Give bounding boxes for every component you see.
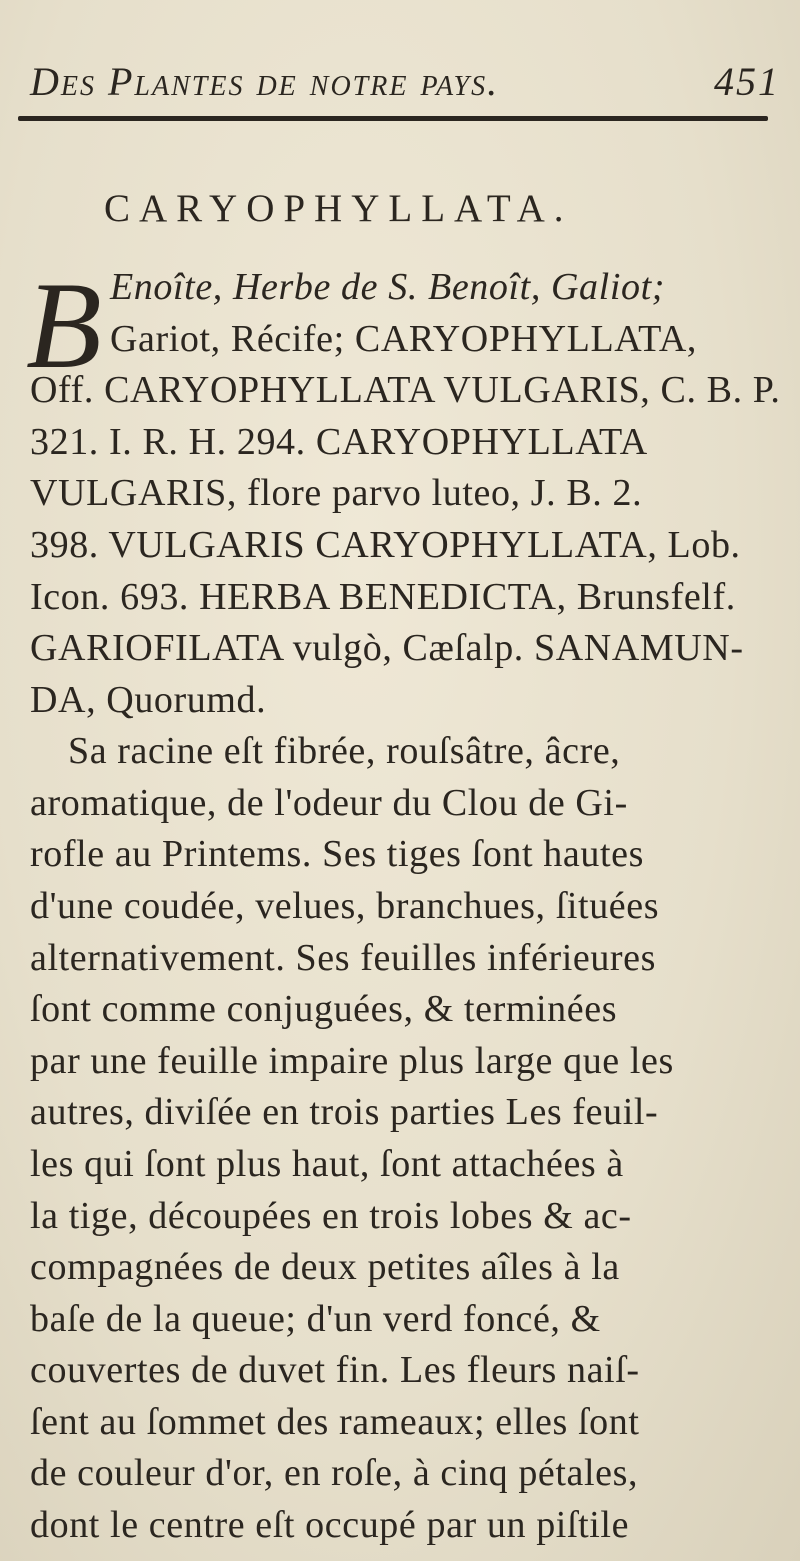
text-line: GARIOFILATA vulgò, Cæſalp. SANAMUN- — [30, 627, 744, 669]
text-line: 398. VULGARIS CARYOPHYLLATA, Lob. — [30, 524, 741, 566]
text-line: VULGARIS, flore parvo luteo, J. B. 2. — [30, 472, 643, 514]
text-line: par une feuille impaire plus large que les — [30, 1040, 674, 1082]
text-line: Gariot, Récife; CARYOPHYLLATA, — [110, 318, 697, 360]
text-line: couvertes de duvet fin. Les fleurs naiſ- — [30, 1349, 640, 1391]
section-title: CARYOPHYLLATA. — [104, 187, 573, 230]
text-line: d'une coudée, velues, branchues, ſituées — [30, 885, 660, 927]
running-head — [30, 58, 780, 118]
text-line: rofle au Printems. Ses tiges ſont hautes — [30, 833, 644, 875]
text-line: DA, Quorumd. — [30, 679, 267, 721]
text-line: baſe de la queue; d'un verd foncé, & — [30, 1298, 601, 1340]
text-line: dont le centre eſt occupé par un piſtile — [30, 1504, 630, 1546]
text-line: autres, diviſée en trois parties Les feuil- — [30, 1091, 659, 1133]
text-line: alternativement. Ses feuilles inférieures — [30, 937, 657, 979]
text-line: 321. I. R. H. 294. CARYOPHYLLATA — [30, 421, 648, 463]
running-head-title: Des Plantes de notre pays. — [30, 59, 500, 104]
text-line: compagnées de deux petites aîles à la — [30, 1246, 620, 1288]
text-line: ſont comme conjuguées, & terminées — [30, 988, 618, 1030]
text-line: Enoîte, Herbe de S. Benoît, Galiot; — [110, 266, 665, 308]
text-line: aromatique, de l'odeur du Clou de Gi- — [30, 782, 628, 824]
text-line: ſent au ſommet des rameaux; elles ſont — [30, 1401, 640, 1443]
text-line: les qui ſont plus haut, ſont attachées à — [30, 1143, 624, 1185]
text-line: Off. CARYOPHYLLATA VULGARIS, C. B. P. — [30, 369, 781, 411]
text-line: de couleur d'or, en roſe, à cinq pétales, — [30, 1452, 639, 1494]
text-line: Sa racine eſt fibrée, rouſsâtre, âcre, — [68, 730, 621, 772]
text-line: la tige, découpées en trois lobes & ac- — [30, 1195, 632, 1237]
header-rule — [18, 116, 768, 121]
text-line: Icon. 693. HERBA BENEDICTA, Brunsfelf. — [30, 576, 736, 618]
drop-capital: B — [26, 257, 102, 394]
page-number: 451 — [714, 59, 780, 104]
